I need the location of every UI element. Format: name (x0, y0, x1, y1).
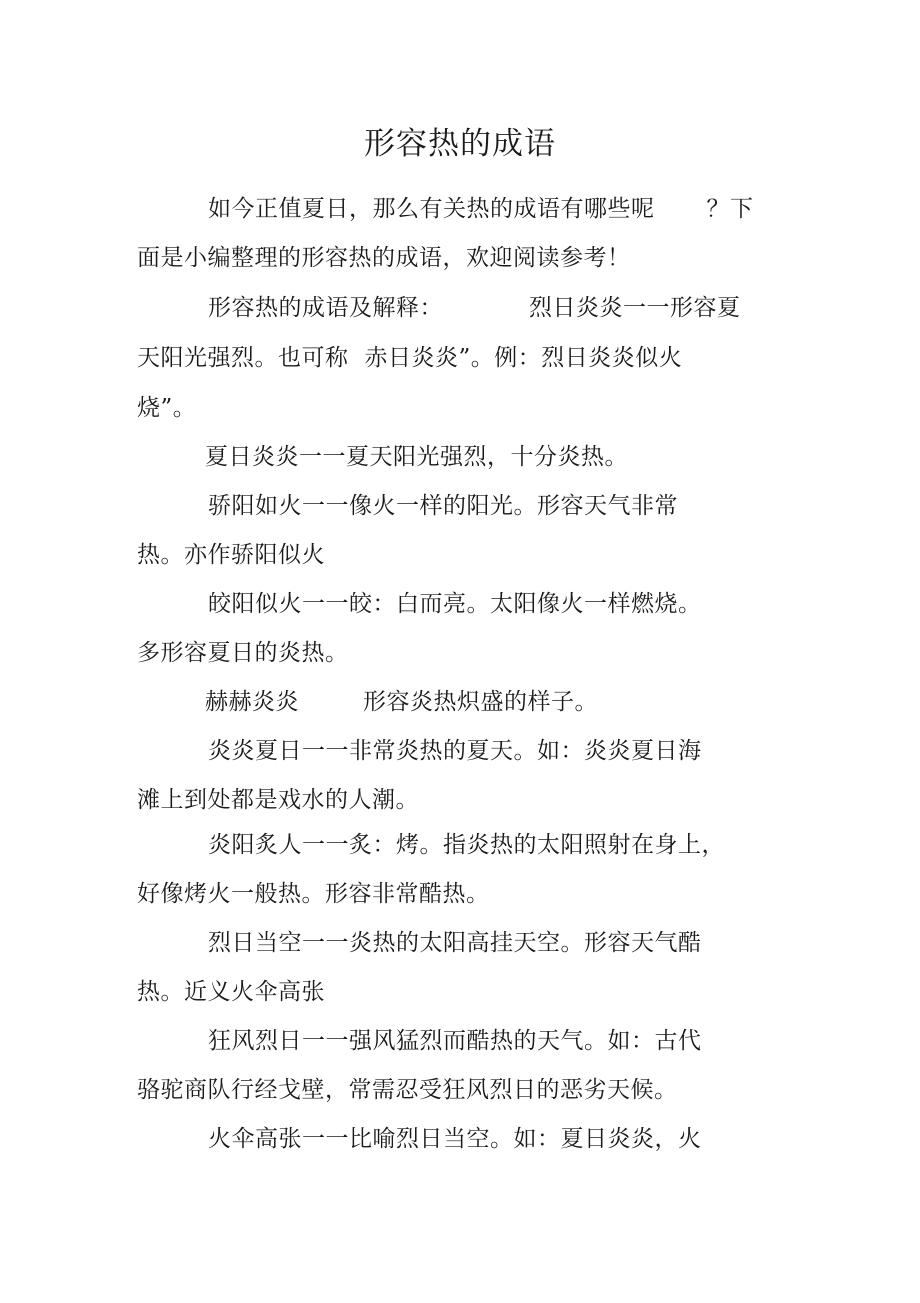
text-line (137, 392, 196, 424)
text-line (205, 441, 628, 473)
text-segment: 烈日当空一一炎热的太阳高挂天空。形容天气酷 (208, 930, 702, 956)
text-segment: 炎阳炙人一一炙：烤。指炎热的太阳照射在身上， (208, 832, 725, 858)
text-line (208, 292, 741, 324)
text-segment: ？下 (706, 196, 754, 222)
text-segment: 面是小编整理的形容热的成语，欢迎阅读参考！ (137, 245, 631, 271)
text-segment: 烈日炎炎一一形容夏 (529, 295, 741, 321)
text-line (137, 976, 325, 1008)
text-segment: 夏日炎炎一一夏天阳光强烈，十分炎热。 (205, 444, 628, 470)
text-segment: 骄阳如火一一像火一样的阳光。形容天气非常 (208, 493, 678, 519)
text-line (137, 342, 682, 374)
text-line (208, 1123, 702, 1155)
text-line (208, 829, 725, 861)
text-line (208, 1025, 702, 1057)
text-segment: 炎炎夏日一一非常炎热的夏天。如：炎炎夏日海 (208, 738, 702, 764)
text-line (208, 588, 702, 620)
text-segment: 火伞高张一一比喻烈日当空。如：夏日炎炎，火 (208, 1126, 702, 1152)
text-segment: 热。亦作骄阳似火 (137, 542, 325, 568)
text-line (137, 1074, 678, 1106)
text-line (208, 193, 754, 225)
text-segment: 烧”。 (137, 395, 197, 421)
text-segment: 赫赫炎炎 (205, 689, 299, 715)
text-line (137, 539, 325, 571)
text-segment: 骆驼商队行经戈壁，常需忍受狂风烈日的恶劣天候。 (137, 1077, 678, 1103)
text-segment: 热。近义火伞高张 (137, 979, 325, 1005)
text-segment: 天阳光强烈。也可称 (137, 345, 349, 371)
text-line (208, 735, 702, 767)
text-line (137, 242, 631, 274)
text-segment: 多形容夏日的炎热。 (137, 640, 349, 666)
text-line (205, 686, 598, 718)
text-segment: 赤日炎炎”。例：烈日炎炎似火 (364, 345, 683, 371)
text-line (208, 490, 678, 522)
text-segment: 狂风烈日一一强风猛烈而酷热的天气。如：古代 (208, 1028, 702, 1054)
text-segment: 形容炎热炽盛的样子。 (363, 689, 598, 715)
text-segment: 好像烤火一般热。形容非常酷热。 (137, 881, 490, 907)
text-line (137, 784, 419, 816)
text-segment: 如今正值夏日，那么有关热的成语有哪些呢 (208, 196, 655, 222)
text-segment: 形容热的成语及解释： (208, 295, 443, 321)
document-title: 形容热的成语 (364, 126, 556, 162)
text-line (137, 637, 349, 669)
text-line (137, 878, 490, 910)
text-segment: 滩上到处都是戏水的人潮。 (137, 787, 419, 813)
text-line (208, 927, 702, 959)
text-segment: 皎阳似火一一皎：白而亮。太阳像火一样燃烧。 (208, 591, 702, 617)
